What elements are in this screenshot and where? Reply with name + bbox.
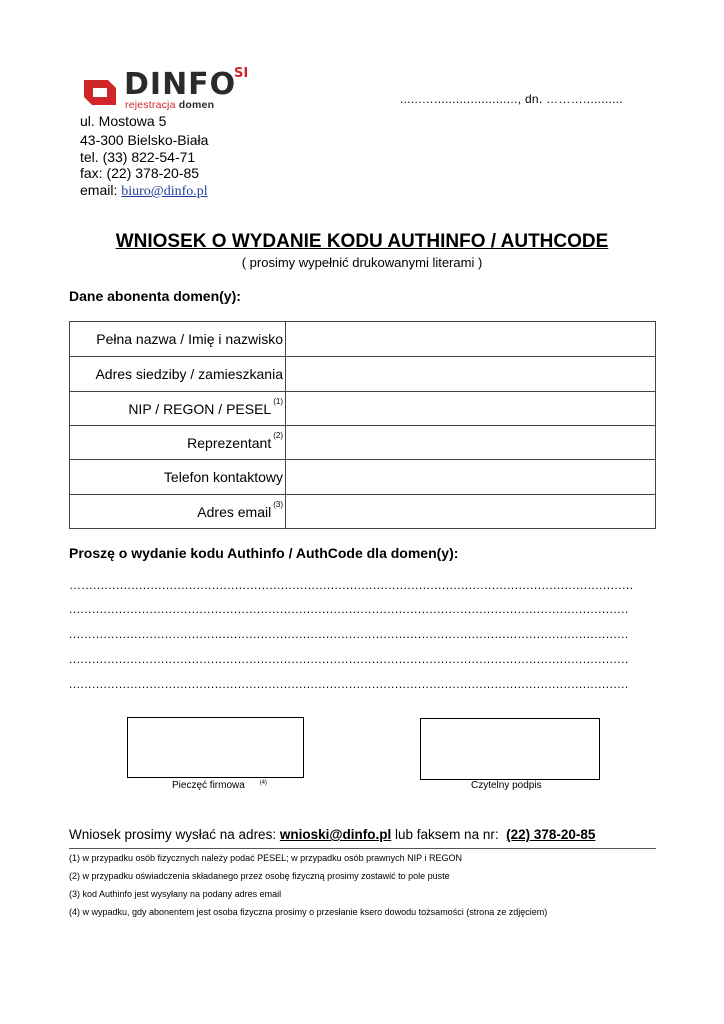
table-row bbox=[70, 495, 656, 529]
field-label-address: Adres siedziby / zamieszkania bbox=[70, 357, 286, 392]
company-logo bbox=[80, 68, 260, 114]
full-name-field[interactable] bbox=[286, 322, 656, 357]
divider bbox=[69, 848, 656, 849]
company-email-link[interactable]: biuro@dinfo.pl bbox=[121, 184, 208, 199]
logo-wordmark: DINFO bbox=[124, 67, 237, 102]
domain-line-2[interactable]: .................................................................................................................................................. bbox=[69, 602, 629, 616]
send-instructions: Wniosek prosimy wysłać na adres: wnioski@dinfo.pl lub faksem na nr: (22) 378-20-85 bbox=[69, 827, 596, 842]
footnote-1: (1) w przypadku osób fizycznych należy podać PESEL; w przypadku osób prawnych NIP i REGON bbox=[69, 853, 463, 863]
footnote-ref: (3) bbox=[273, 499, 283, 509]
company-street: ul. Mostowa 5 bbox=[80, 113, 167, 129]
field-label-phone: Telefon kontaktowy bbox=[70, 460, 286, 495]
table-row bbox=[70, 357, 656, 392]
field-label-representative: Reprezentant $^{(2)}$ bbox=[70, 426, 286, 460]
table-row bbox=[70, 392, 656, 426]
table-row bbox=[70, 426, 656, 460]
footnote-ref: (1) bbox=[273, 396, 283, 406]
logo-tagline: rejestracja domen bbox=[125, 99, 215, 111]
subscriber-section-heading: Dane abonenta domen(y): bbox=[69, 288, 241, 304]
company-city: 43-300 Bielsko-Biała bbox=[80, 132, 209, 148]
table-row bbox=[70, 322, 656, 357]
company-email-row bbox=[80, 182, 208, 200]
phone-field[interactable] bbox=[286, 460, 656, 495]
footnote-3: (3) kod Authinfo jest wysyłany na podany adres email bbox=[69, 889, 282, 899]
footnote-ref: (4) bbox=[259, 780, 267, 786]
table-row bbox=[70, 460, 656, 495]
signature-box[interactable] bbox=[420, 718, 600, 780]
request-email-link[interactable]: wnioski@dinfo.pl bbox=[279, 827, 392, 842]
field-label-nip-regon-pesel: NIP / REGON / PESEL $^{(1)}$ bbox=[70, 392, 286, 426]
field-label-full-name: Pełna nazwa / Imię i nazwisko bbox=[70, 322, 286, 357]
company-stamp-box[interactable] bbox=[127, 717, 304, 778]
address-field[interactable] bbox=[286, 357, 656, 392]
company-fax: fax: (22) 378-20-85 bbox=[80, 165, 200, 181]
place-date-line: ......…......................., dn. ………........... bbox=[400, 92, 624, 106]
footnote-ref: (2) bbox=[273, 430, 283, 440]
domain-line-3[interactable]: .................................................................................................................................................. bbox=[69, 627, 629, 641]
domain-line-1[interactable]: …................................................................................................................................................ bbox=[69, 578, 634, 592]
domain-line-4[interactable]: .................................................................................................................................................. bbox=[69, 652, 629, 666]
document-title: WNIOSEK O WYDANIE KODU AUTHINFO / AUTHCODE bbox=[115, 231, 609, 252]
company-stamp-label: Pieczęć firmowa $^{(4)}$ bbox=[172, 780, 267, 791]
subscriber-data-table bbox=[69, 321, 656, 529]
dinfo-logo-mark-icon bbox=[80, 76, 120, 109]
domain-request-heading: Proszę o wydanie kodu Authinfo / AuthCode dla domen(y): bbox=[69, 545, 459, 561]
footnote-2: (2) w przypadku oświadczenia składanego przez osobę fizyczną prosimy zostawić to pole puste bbox=[69, 871, 450, 881]
domain-line-5[interactable]: .................................................................................................................................................. bbox=[69, 677, 629, 691]
field-label-email: Adres email $^{(3)}$ bbox=[70, 495, 286, 529]
company-phone: tel. (33) 822-54-71 bbox=[80, 149, 196, 165]
company-email-label: email: bbox=[80, 182, 118, 198]
document-subtitle: ( prosimy wypełnić drukowanymi literami ) bbox=[241, 255, 483, 270]
logo-superscript: SI bbox=[234, 66, 249, 81]
email-field[interactable] bbox=[286, 495, 656, 529]
footnote-4: (4) w wypadku, gdy abonentem jest osoba fizyczna prosimy o przesłanie ksero dowodu tożsamości (strona ze zdjęciem) bbox=[69, 907, 548, 917]
fax-number: (22) 378-20-85 bbox=[506, 827, 596, 842]
signature-label: Czytelny podpis bbox=[471, 780, 542, 791]
representative-field[interactable] bbox=[286, 426, 656, 460]
nip-regon-pesel-field[interactable] bbox=[286, 392, 656, 426]
